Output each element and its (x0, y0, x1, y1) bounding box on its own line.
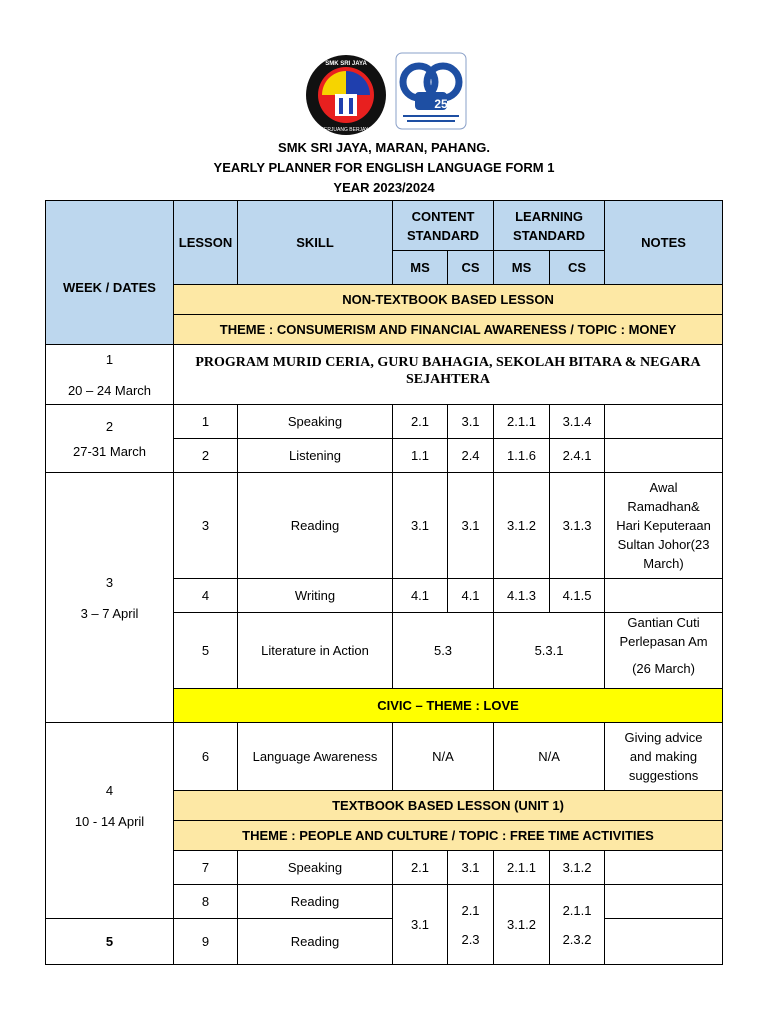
week-2-cell (46, 405, 174, 473)
band-non-textbook: NON-TEXTBOOK BASED LESSON (174, 285, 723, 315)
header-lesson: LESSON (174, 201, 238, 285)
header-ms-2: MS (494, 251, 550, 285)
cs-cs-8-9-line: 2.3 (461, 931, 480, 947)
content-5: 5.3 (393, 613, 494, 689)
notes-6-line: suggestions (628, 768, 699, 783)
lesson-8: 8 (174, 885, 238, 919)
skill-8: Reading (238, 885, 393, 919)
header-cs-1: CS (448, 251, 494, 285)
notes-3-line: Hari Keputeraan (616, 518, 711, 533)
page-title: YEARLY PLANNER FOR ENGLISH LANGUAGE FORM 1 (213, 160, 555, 175)
ls-cs-2: 2.4.1 (550, 439, 605, 473)
notes-6 (605, 723, 723, 791)
learning-6: N/A (494, 723, 605, 791)
notes-3-line: Awal (649, 480, 678, 495)
header-content-line2: STANDARD (407, 227, 479, 243)
week-2-number: 2 (105, 418, 114, 434)
band-civic-love: CIVIC – THEME : LOVE (174, 689, 723, 723)
notes-3 (605, 473, 723, 579)
header-week-dates: WEEK / DATES (46, 201, 174, 345)
ls-cs-8-9-line: 2.3.2 (562, 931, 592, 947)
notes-1 (605, 405, 723, 439)
skill-3: Reading (238, 473, 393, 579)
skill-1: Speaking (238, 405, 393, 439)
notes-8 (605, 885, 723, 919)
program-line2: SEJAHTERA (406, 371, 491, 387)
ls-cs-4: 4.1.5 (550, 579, 605, 613)
lesson-5: 5 (174, 613, 238, 689)
notes-4 (605, 579, 723, 613)
lesson-9: 9 (174, 919, 238, 965)
notes-5-line: Gantian Cuti (627, 615, 700, 630)
header-learning-line1: LEARNING (515, 208, 583, 224)
week-4-dates: 10 - 14 April (74, 813, 145, 829)
week-5-cell: 5 (46, 919, 174, 965)
logo2-number: 25 (434, 97, 448, 111)
week-3-cell (46, 473, 174, 723)
school-crest-logo (305, 54, 387, 136)
ls-ms-7: 2.1.1 (494, 851, 550, 885)
cs-cs-2: 2.4 (448, 439, 494, 473)
band-textbook-unit1: TEXTBOOK BASED LESSON (UNIT 1) (174, 791, 723, 821)
ls-cs-8-9-line: 2.1.1 (562, 902, 592, 918)
ls-ms-3: 3.1.2 (494, 473, 550, 579)
week-1-dates: 20 – 24 March (67, 382, 152, 398)
skill-7: Speaking (238, 851, 393, 885)
notes-7 (605, 851, 723, 885)
skill-2: Listening (238, 439, 393, 473)
program-cell (174, 345, 723, 405)
header-cs-2: CS (550, 251, 605, 285)
header-skill: SKILL (238, 201, 393, 285)
skill-9: Reading (238, 919, 393, 965)
cs-cs-3: 3.1 (448, 473, 494, 579)
cs-ms-4: 4.1 (393, 579, 448, 613)
lesson-2: 2 (174, 439, 238, 473)
cs-cs-1: 3.1 (448, 405, 494, 439)
lesson-3: 3 (174, 473, 238, 579)
skill-5: Literature in Action (238, 613, 393, 689)
cs-ms-8-9: 3.1 (393, 885, 448, 965)
week-4-cell (46, 723, 174, 919)
ls-cs-1: 3.1.4 (550, 405, 605, 439)
week-3-dates: 3 – 7 April (80, 605, 139, 621)
notes-6-line: Giving advice (624, 730, 703, 745)
school-name: SMK SRI JAYA, MARAN, PAHANG. (278, 140, 490, 155)
logo-area (0, 52, 768, 136)
cs-ms-3: 3.1 (393, 473, 448, 579)
lesson-4: 4 (174, 579, 238, 613)
logo1-bottom-text: BERJUANG BERJAYA (320, 127, 372, 133)
ls-cs-3: 3.1.3 (550, 473, 605, 579)
learning-5: 5.3.1 (494, 613, 605, 689)
week-1-number: 1 (105, 351, 114, 367)
ls-ms-2: 1.1.6 (494, 439, 550, 473)
header-learning-line2: STANDARD (513, 227, 586, 243)
notes-3-line: Ramadhan& (627, 499, 700, 514)
cs-cs-8-9-line: 2.1 (461, 902, 480, 918)
week-3-number: 3 (105, 574, 114, 590)
ls-cs-8-9 (550, 885, 605, 965)
ls-ms-8-9: 3.1.2 (494, 885, 550, 965)
cs-cs-8-9 (448, 885, 494, 965)
year-label: YEAR 2023/2024 (333, 180, 435, 195)
lesson-1: 1 (174, 405, 238, 439)
header-content-line1: CONTENT (411, 208, 475, 224)
notes-3-line: March) (643, 556, 684, 571)
ls-cs-7: 3.1.2 (550, 851, 605, 885)
notes-6-line: and making (629, 749, 698, 764)
notes-5-line: Perlepasan Am (619, 634, 708, 649)
anniversary-logo (395, 52, 467, 130)
week-1-cell (46, 345, 174, 405)
logo1-top-text: SMK SRI JAYA (325, 61, 367, 67)
notes-2 (605, 439, 723, 473)
planner-table (45, 200, 723, 965)
notes-3-line: Sultan Johor(23 (617, 537, 710, 552)
notes-5 (605, 613, 723, 689)
program-line1: PROGRAM MURID CERIA, GURU BAHAGIA, SEKOLAH BITARA & NEGARA (195, 354, 701, 370)
ls-ms-4: 4.1.3 (494, 579, 550, 613)
header-learning-standard (494, 201, 605, 251)
band-theme-money: THEME : CONSUMERISM AND FINANCIAL AWARENESS / TOPIC : MONEY (174, 315, 723, 345)
lesson-6: 6 (174, 723, 238, 791)
header-content-standard (393, 201, 494, 251)
notes-5-line: (26 March) (632, 661, 695, 676)
skill-6: Language Awareness (238, 723, 393, 791)
cs-cs-4: 4.1 (448, 579, 494, 613)
week-2-dates: 27-31 March (73, 443, 146, 459)
cs-ms-7: 2.1 (393, 851, 448, 885)
notes-9 (605, 919, 723, 965)
band-theme-free-time: THEME : PEOPLE AND CULTURE / TOPIC : FREE TIME ACTIVITIES (174, 821, 723, 851)
lesson-7: 7 (174, 851, 238, 885)
ls-ms-1: 2.1.1 (494, 405, 550, 439)
content-6: N/A (393, 723, 494, 791)
week-4-number: 4 (105, 782, 114, 798)
cs-ms-2: 1.1 (393, 439, 448, 473)
skill-4: Writing (238, 579, 393, 613)
header-ms-1: MS (393, 251, 448, 285)
header-notes: NOTES (605, 201, 723, 285)
cs-cs-7: 3.1 (448, 851, 494, 885)
cs-ms-1: 2.1 (393, 405, 448, 439)
